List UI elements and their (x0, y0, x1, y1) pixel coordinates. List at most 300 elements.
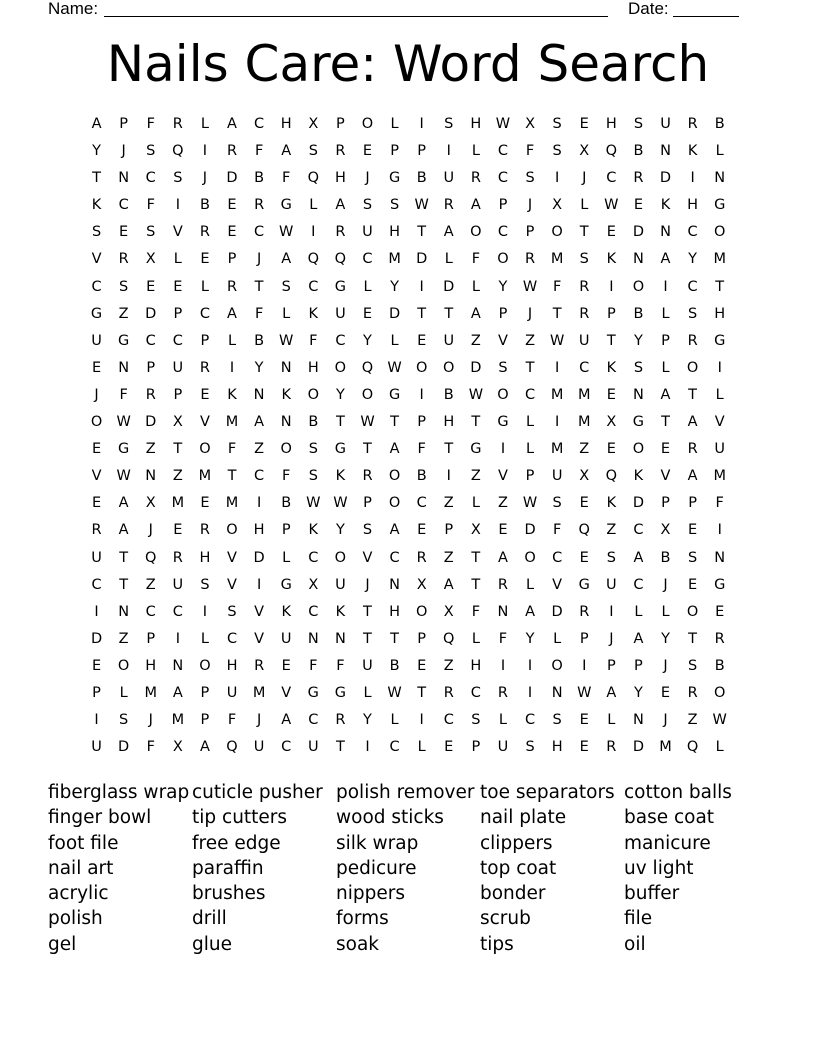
grid-letter[interactable]: S (281, 278, 291, 295)
grid-letter[interactable]: P (200, 332, 210, 349)
grid-letter[interactable]: M (388, 251, 401, 268)
grid-letter[interactable]: C (91, 278, 102, 295)
grid-letter[interactable]: E (715, 603, 725, 620)
grid-letter[interactable]: U (280, 630, 292, 647)
grid-letter[interactable]: Z (606, 522, 617, 539)
grid-letter[interactable]: N (632, 251, 644, 268)
grid-letter[interactable]: Y (525, 630, 535, 647)
grid-letter[interactable]: F (715, 495, 724, 512)
grid-letter[interactable]: C (416, 495, 427, 512)
grid-letter[interactable]: K (606, 251, 617, 268)
grid-letter[interactable]: D (90, 630, 103, 647)
grid-letter[interactable]: Q (307, 251, 319, 268)
grid-letter[interactable]: Q (145, 549, 157, 566)
grid-letter[interactable]: T (661, 414, 670, 431)
grid-letter[interactable]: D (659, 170, 672, 187)
grid-letter[interactable]: Q (172, 143, 184, 160)
grid-letter[interactable]: T (390, 630, 399, 647)
grid-letter[interactable]: V (497, 332, 508, 349)
grid-letter[interactable]: A (172, 684, 183, 701)
grid-letter[interactable]: F (146, 739, 155, 756)
grid-letter[interactable]: G (714, 332, 726, 349)
grid-letter[interactable]: U (660, 116, 671, 132)
grid-letter[interactable]: V (714, 414, 725, 431)
grid-letter[interactable]: F (282, 170, 291, 187)
grid-letter[interactable]: S (444, 116, 454, 132)
grid-letter[interactable]: H (307, 359, 319, 376)
grid-letter[interactable]: U (335, 305, 346, 322)
grid-letter[interactable]: L (526, 441, 535, 458)
grid-letter[interactable]: T (688, 630, 698, 647)
grid-letter[interactable]: C (497, 143, 509, 160)
grid-letter[interactable]: I (527, 684, 533, 701)
grid-letter[interactable]: U (91, 739, 102, 756)
grid-letter[interactable]: K (281, 603, 291, 620)
grid-letter[interactable]: C (308, 712, 319, 729)
grid-letter[interactable]: R (335, 224, 346, 241)
grid-letter[interactable]: F (552, 278, 562, 295)
grid-letter[interactable]: N (334, 630, 346, 647)
grid-letter[interactable]: O (632, 441, 645, 458)
grid-letter[interactable]: O (443, 359, 455, 376)
grid-letter[interactable]: S (173, 170, 183, 187)
grid-letter[interactable]: P (146, 359, 156, 376)
grid-letter[interactable]: V (254, 630, 265, 647)
grid-letter[interactable]: F (254, 143, 264, 160)
grid-letter[interactable]: E (200, 251, 210, 268)
grid-letter[interactable]: W (604, 197, 619, 214)
grid-letter[interactable]: R (633, 170, 644, 187)
grid-letter[interactable]: X (308, 576, 319, 593)
grid-letter[interactable]: L (661, 359, 670, 376)
grid-letter[interactable]: E (444, 739, 454, 756)
grid-letter[interactable]: I (500, 657, 506, 674)
grid-letter[interactable]: N (280, 414, 292, 431)
grid-letter[interactable]: B (416, 170, 427, 187)
grid-letter[interactable]: L (200, 630, 209, 647)
grid-letter[interactable]: D (145, 305, 157, 322)
grid-letter[interactable]: O (470, 224, 482, 241)
grid-letter[interactable]: X (470, 522, 481, 539)
grid-letter[interactable]: V (660, 468, 671, 485)
grid-letter[interactable]: K (91, 197, 102, 214)
grid-letter[interactable]: I (175, 630, 180, 647)
grid-letter[interactable]: B (416, 468, 427, 485)
grid-letter[interactable]: W (495, 116, 511, 132)
grid-letter[interactable]: P (661, 332, 670, 349)
grid-letter[interactable]: Q (686, 739, 699, 756)
grid-letter[interactable]: S (119, 278, 129, 295)
grid-letter[interactable]: R (443, 197, 454, 214)
grid-letter[interactable]: D (145, 414, 157, 431)
grid-letter[interactable]: J (94, 386, 99, 403)
grid-letter[interactable]: C (470, 684, 481, 701)
grid-letter[interactable]: P (688, 495, 697, 512)
grid-letter[interactable]: U (714, 441, 726, 458)
grid-letter[interactable]: J (256, 251, 262, 268)
grid-letter[interactable]: O (686, 603, 699, 620)
grid-letter[interactable]: C (335, 332, 346, 349)
grid-letter[interactable]: X (579, 143, 590, 160)
grid-letter[interactable]: L (471, 495, 480, 512)
grid-letter[interactable]: U (172, 576, 184, 593)
grid-letter[interactable]: P (336, 116, 345, 132)
grid-letter[interactable]: L (173, 251, 182, 268)
grid-letter[interactable]: P (173, 305, 183, 322)
grid-letter[interactable]: P (498, 305, 508, 322)
grid-letter[interactable]: U (443, 332, 455, 349)
grid-letter[interactable]: I (717, 359, 722, 376)
grid-letter[interactable]: R (416, 549, 427, 566)
grid-letter[interactable]: F (309, 657, 318, 674)
grid-letter[interactable]: L (309, 197, 318, 214)
grid-letter[interactable]: N (389, 576, 400, 593)
grid-letter[interactable]: H (470, 657, 482, 674)
grid-letter[interactable]: E (633, 197, 643, 214)
grid-letter[interactable]: R (226, 278, 238, 295)
grid-letter[interactable]: J (148, 712, 153, 729)
grid-letter[interactable]: J (365, 170, 370, 187)
grid-letter[interactable]: G (334, 278, 347, 295)
grid-letter[interactable]: W (549, 332, 565, 349)
grid-letter[interactable]: L (444, 251, 453, 268)
grid-letter[interactable]: T (254, 278, 264, 295)
grid-letter[interactable]: P (92, 684, 101, 701)
grid-letter[interactable]: E (606, 224, 616, 241)
grid-letter[interactable]: E (579, 549, 589, 566)
grid-letter[interactable]: T (173, 441, 183, 458)
grid-letter[interactable]: E (498, 522, 508, 539)
grid-letter[interactable]: L (363, 278, 372, 295)
grid-letter[interactable]: H (687, 197, 699, 214)
grid-letter[interactable]: Z (443, 657, 454, 674)
grid-letter[interactable]: J (582, 170, 587, 187)
grid-letter[interactable]: Z (687, 712, 698, 729)
grid-letter[interactable]: D (524, 522, 536, 539)
grid-letter[interactable]: P (444, 522, 454, 539)
grid-letter[interactable]: G (497, 414, 509, 431)
grid-letter[interactable]: V (362, 549, 373, 566)
grid-letter[interactable]: E (417, 332, 427, 349)
grid-letter[interactable]: G (714, 576, 726, 593)
grid-letter[interactable]: E (200, 386, 210, 403)
grid-letter[interactable]: C (443, 712, 454, 729)
grid-letter[interactable]: U (172, 359, 184, 376)
grid-letter[interactable]: K (606, 359, 617, 376)
grid-letter[interactable]: C (254, 116, 265, 132)
grid-letter[interactable]: P (200, 712, 210, 729)
grid-letter[interactable]: Y (390, 278, 399, 295)
grid-letter[interactable]: Y (335, 386, 345, 403)
grid-letter[interactable]: E (417, 657, 427, 674)
grid-letter[interactable]: G (334, 684, 347, 701)
grid-letter[interactable]: W (306, 495, 321, 512)
grid-letter[interactable]: U (497, 739, 509, 756)
grid-letter[interactable]: T (363, 441, 372, 458)
grid-letter[interactable]: U (362, 657, 373, 674)
grid-letter[interactable]: P (606, 657, 616, 674)
grid-letter[interactable]: E (200, 495, 210, 512)
grid-letter[interactable]: A (281, 712, 292, 729)
grid-letter[interactable]: U (551, 468, 563, 485)
grid-letter[interactable]: Y (335, 522, 345, 539)
grid-letter[interactable]: O (713, 684, 726, 701)
grid-letter[interactable]: U (335, 576, 346, 593)
grid-letter[interactable]: W (279, 332, 294, 349)
grid-letter[interactable]: D (632, 224, 644, 241)
grid-letter[interactable]: L (282, 305, 291, 322)
grid-letter[interactable]: S (688, 305, 698, 322)
grid-letter[interactable]: A (497, 549, 508, 566)
grid-letter[interactable]: P (606, 305, 616, 322)
grid-letter[interactable]: C (308, 278, 319, 295)
grid-letter[interactable]: W (387, 359, 402, 376)
grid-letter[interactable]: Z (443, 549, 454, 566)
grid-letter[interactable]: S (633, 116, 644, 132)
grid-letter[interactable]: M (252, 684, 266, 701)
grid-letter[interactable]: I (419, 712, 424, 729)
grid-letter[interactable]: B (199, 197, 210, 214)
grid-letter[interactable]: T (335, 414, 345, 431)
grid-letter[interactable]: F (227, 441, 237, 458)
grid-letter[interactable]: R (118, 251, 129, 268)
grid-letter[interactable]: N (714, 549, 726, 566)
grid-letter[interactable]: S (552, 143, 562, 160)
grid-letter[interactable]: S (525, 170, 535, 187)
grid-letter[interactable]: I (256, 495, 262, 512)
grid-letter[interactable]: Y (363, 332, 372, 349)
grid-letter[interactable]: S (91, 224, 102, 241)
grid-letter[interactable]: D (443, 278, 455, 295)
grid-letter[interactable]: E (173, 278, 183, 295)
grid-letter[interactable]: H (334, 170, 346, 187)
grid-letter[interactable]: H (145, 657, 157, 674)
grid-letter[interactable]: H (253, 522, 265, 539)
grid-letter[interactable]: L (498, 712, 507, 729)
grid-letter[interactable]: N (714, 170, 726, 187)
grid-letter[interactable]: R (687, 116, 698, 132)
grid-letter[interactable]: U (91, 549, 102, 566)
grid-letter[interactable]: O (361, 386, 374, 403)
grid-letter[interactable]: B (389, 657, 400, 674)
grid-letter[interactable]: D (253, 549, 265, 566)
grid-letter[interactable]: F (282, 468, 291, 485)
grid-letter[interactable]: S (688, 549, 698, 566)
grid-letter[interactable]: T (606, 332, 616, 349)
grid-letter[interactable]: E (281, 657, 291, 674)
grid-letter[interactable]: H (714, 305, 726, 322)
grid-letter[interactable]: Y (633, 684, 643, 701)
grid-letter[interactable]: R (172, 549, 183, 566)
grid-letter[interactable]: F (254, 305, 264, 322)
grid-letter[interactable]: O (497, 251, 509, 268)
grid-letter[interactable]: G (118, 332, 130, 349)
grid-letter[interactable]: R (525, 251, 536, 268)
grid-letter[interactable]: A (91, 116, 102, 132)
grid-letter[interactable]: W (522, 495, 538, 512)
grid-letter[interactable]: S (308, 143, 318, 160)
grid-letter[interactable]: V (172, 224, 183, 241)
grid-letter[interactable]: T (92, 170, 101, 187)
grid-letter[interactable]: T (363, 603, 372, 620)
grid-letter[interactable]: C (579, 359, 590, 376)
grid-letter[interactable]: U (443, 170, 455, 187)
grid-letter[interactable]: N (145, 468, 157, 485)
grid-letter[interactable]: J (663, 657, 668, 674)
grid-letter[interactable]: C (172, 332, 183, 349)
grid-letter[interactable]: P (417, 630, 427, 647)
grid-letter[interactable]: A (335, 197, 346, 214)
grid-letter[interactable]: H (551, 739, 563, 756)
grid-letter[interactable]: K (633, 468, 644, 485)
grid-letter[interactable]: W (116, 414, 131, 431)
grid-letter[interactable]: M (550, 441, 564, 458)
grid-letter[interactable]: P (525, 468, 535, 485)
grid-letter[interactable]: E (579, 495, 589, 512)
name-field[interactable] (104, 0, 608, 17)
grid-letter[interactable]: Q (307, 170, 319, 187)
grid-letter[interactable]: V (91, 468, 102, 485)
grid-letter[interactable]: R (687, 332, 698, 349)
grid-letter[interactable]: S (200, 576, 210, 593)
grid-letter[interactable]: C (226, 630, 238, 647)
grid-letter[interactable]: C (633, 576, 644, 593)
grid-letter[interactable]: I (419, 386, 424, 403)
grid-letter[interactable]: B (633, 305, 644, 322)
grid-letter[interactable]: X (579, 468, 590, 485)
grid-letter[interactable]: N (632, 712, 644, 729)
grid-letter[interactable]: L (526, 414, 535, 431)
grid-letter[interactable]: G (280, 576, 292, 593)
grid-letter[interactable]: A (633, 630, 644, 647)
grid-letter[interactable]: F (119, 386, 128, 403)
grid-letter[interactable]: G (307, 684, 319, 701)
grid-letter[interactable]: K (335, 603, 346, 620)
grid-letter[interactable]: M (550, 251, 564, 268)
grid-letter[interactable]: W (333, 495, 348, 512)
grid-letter[interactable]: O (686, 359, 699, 376)
grid-letter[interactable]: L (715, 143, 724, 160)
grid-letter[interactable]: T (119, 549, 129, 566)
grid-letter[interactable]: R (91, 522, 102, 539)
grid-letter[interactable]: R (579, 278, 590, 295)
grid-letter[interactable]: X (660, 522, 671, 539)
grid-letter[interactable]: I (175, 197, 180, 214)
grid-letter[interactable]: V (552, 576, 563, 593)
grid-letter[interactable]: E (91, 359, 102, 376)
grid-letter[interactable]: Z (145, 576, 156, 593)
grid-letter[interactable]: S (552, 712, 562, 729)
grid-letter[interactable]: P (146, 630, 156, 647)
grid-letter[interactable]: M (171, 712, 185, 729)
grid-letter[interactable]: X (308, 116, 319, 132)
grid-letter[interactable]: I (555, 414, 560, 431)
grid-letter[interactable]: C (172, 603, 183, 620)
grid-letter[interactable]: R (172, 116, 183, 132)
grid-letter[interactable]: O (361, 116, 374, 132)
grid-letter[interactable]: I (690, 170, 695, 187)
grid-letter[interactable]: O (551, 657, 563, 674)
grid-letter[interactable]: E (606, 386, 616, 403)
grid-letter[interactable]: V (199, 414, 210, 431)
grid-letter[interactable]: L (390, 332, 399, 349)
grid-letter[interactable]: S (552, 116, 562, 132)
grid-letter[interactable]: R (497, 576, 508, 593)
grid-letter[interactable]: E (227, 224, 237, 241)
grid-letter[interactable]: N (307, 630, 319, 647)
grid-letter[interactable]: B (254, 170, 265, 187)
grid-letter[interactable]: P (634, 657, 643, 674)
grid-letter[interactable]: Q (443, 630, 455, 647)
grid-letter[interactable]: X (416, 576, 427, 593)
grid-letter[interactable]: T (525, 359, 535, 376)
grid-letter[interactable]: W (360, 414, 375, 431)
grid-letter[interactable]: I (582, 657, 587, 674)
grid-letter[interactable]: V (227, 549, 237, 566)
grid-letter[interactable]: L (200, 116, 209, 132)
grid-letter[interactable]: I (500, 441, 506, 458)
grid-letter[interactable]: Y (688, 251, 698, 268)
grid-letter[interactable]: M (144, 684, 157, 701)
grid-letter[interactable]: J (365, 576, 370, 593)
grid-letter[interactable]: Q (605, 143, 618, 160)
grid-letter[interactable]: H (443, 414, 455, 431)
grid-letter[interactable]: M (659, 739, 672, 756)
grid-letter[interactable]: S (579, 251, 589, 268)
grid-letter[interactable]: I (527, 657, 533, 674)
grid-letter[interactable]: P (417, 143, 427, 160)
grid-letter[interactable]: N (118, 603, 130, 620)
grid-letter[interactable]: A (606, 684, 617, 701)
grid-letter[interactable]: F (471, 603, 481, 620)
grid-letter[interactable]: A (687, 414, 698, 431)
grid-letter[interactable]: Q (226, 739, 238, 756)
grid-letter[interactable]: N (660, 143, 671, 160)
grid-letter[interactable]: N (497, 603, 509, 620)
grid-letter[interactable]: N (632, 386, 644, 403)
grid-letter[interactable]: E (91, 657, 102, 674)
grid-letter[interactable]: T (688, 386, 698, 403)
grid-letter[interactable]: A (687, 468, 698, 485)
grid-letter[interactable]: T (471, 576, 481, 593)
grid-letter[interactable]: R (606, 739, 617, 756)
grid-letter[interactable]: Z (172, 468, 183, 485)
grid-letter[interactable]: Z (145, 441, 156, 458)
grid-letter[interactable]: L (661, 305, 670, 322)
grid-letter[interactable]: U (307, 739, 319, 756)
grid-letter[interactable]: G (334, 441, 347, 458)
grid-letter[interactable]: C (497, 170, 509, 187)
grid-letter[interactable]: N (118, 359, 130, 376)
grid-letter[interactable]: C (362, 251, 373, 268)
grid-letter[interactable]: C (552, 549, 563, 566)
grid-letter[interactable]: E (91, 495, 102, 512)
grid-letter[interactable]: T (335, 739, 345, 756)
grid-letter[interactable]: T (119, 576, 129, 593)
grid-letter[interactable]: E (227, 197, 237, 214)
grid-letter[interactable]: M (550, 386, 564, 403)
grid-letter[interactable]: Z (118, 305, 129, 322)
grid-letter[interactable]: C (497, 224, 509, 241)
grid-letter[interactable]: C (308, 603, 319, 620)
grid-letter[interactable]: O (388, 495, 401, 512)
grid-letter[interactable]: T (715, 278, 725, 295)
grid-letter[interactable]: I (609, 278, 614, 295)
grid-letter[interactable]: C (687, 224, 698, 241)
grid-letter[interactable]: H (280, 116, 292, 132)
grid-letter[interactable]: J (148, 522, 153, 539)
grid-letter[interactable]: L (526, 576, 535, 593)
